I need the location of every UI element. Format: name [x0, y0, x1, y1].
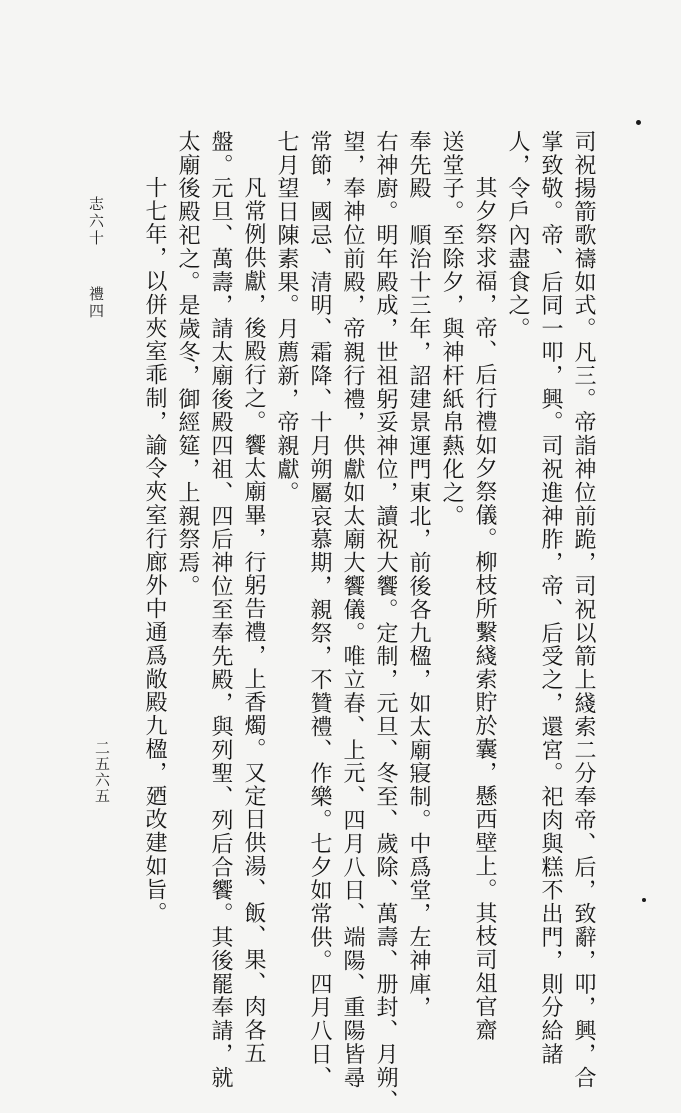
text-column — [338, 130, 366, 1089]
column-text: 七月望日陳素果。月薦新，帝親獻。 — [274, 130, 299, 505]
column-text: 凡常例供獻，後殿行之。饗太廟畢，行躬告禮，上香燭。又定日供湯、飯、果、肉各五 — [241, 176, 266, 1066]
text-column — [305, 130, 333, 1089]
column-text: 太廟後殿祀之。是歲冬，御經筵，上親祭焉。 — [175, 130, 200, 598]
text-column — [569, 130, 597, 1089]
column-text: 盤。元旦、萬壽，請太廟後殿四祖、四后神位至奉先殿，與列聖、列后合饗。其後罷奉請，就 — [208, 130, 233, 1090]
text-column — [536, 130, 564, 1066]
column-text: 望，奉神位前殿，帝親行禮，供獻如太廟大饗儀。唯立春、上元、四月八日、端陽、重陽皆尋 — [340, 130, 365, 1090]
column-text: 常節，國忌、清明、霜降、十月朔屬哀慕期，親祭，不贊禮、作樂。七夕如常供。四月八日、 — [307, 130, 332, 1090]
column-text: 十七年，以併夾室乖制，諭令夾室行廊外中通爲敞殿九楹，廼改建如旨。 — [142, 176, 167, 925]
text-column — [173, 130, 201, 598]
running-head-section: 禮四 — [87, 286, 105, 320]
column-text: 奉先殿 順治十三年，詔建景運門東北，前後各九楹，如太廟寢制。中爲堂，左神庫， — [406, 130, 431, 1020]
column-text: 司祝揚箭歌禱如式。凡三。帝詣神位前跪，司祝以箭上綫索二分奉帝、后，致辭，叩，興，合 — [571, 130, 596, 1090]
running-head-volume: 志六十 — [87, 196, 105, 247]
page-number: 二五六五 — [93, 740, 111, 804]
column-text: 其夕祭求福，帝、后行禮如夕祭儀。柳枝所繫綫索貯於囊，懸西壁上。其枝司俎官齋 — [472, 176, 497, 1042]
text-column — [470, 176, 498, 1042]
ink-dot-mark — [636, 120, 641, 125]
text-column — [404, 130, 432, 1019]
ink-dot-mark — [642, 898, 646, 902]
column-text: 右神廚。明年殿成，世祖躬妥神位，讀祝大饗。定制，元旦、冬至、歲除、萬壽、册封、月朔、 — [373, 130, 398, 1113]
column-text: 掌致敬。帝、后同一叩，興。司祝進神胙，帝、后受之，還宮。祀肉與糕不出門，則分給諸 — [538, 130, 563, 1066]
text-column — [371, 130, 399, 1113]
column-text: 人，令戶內盡食之。 — [505, 130, 530, 341]
column-text: 送堂子。至除夕，與神杆紙帛爇化之。 — [439, 130, 464, 528]
text-column — [437, 130, 465, 528]
text-column — [206, 130, 234, 1089]
text-column — [503, 130, 531, 341]
text-column — [272, 130, 300, 504]
text-column — [140, 176, 168, 925]
text-column — [239, 176, 267, 1065]
